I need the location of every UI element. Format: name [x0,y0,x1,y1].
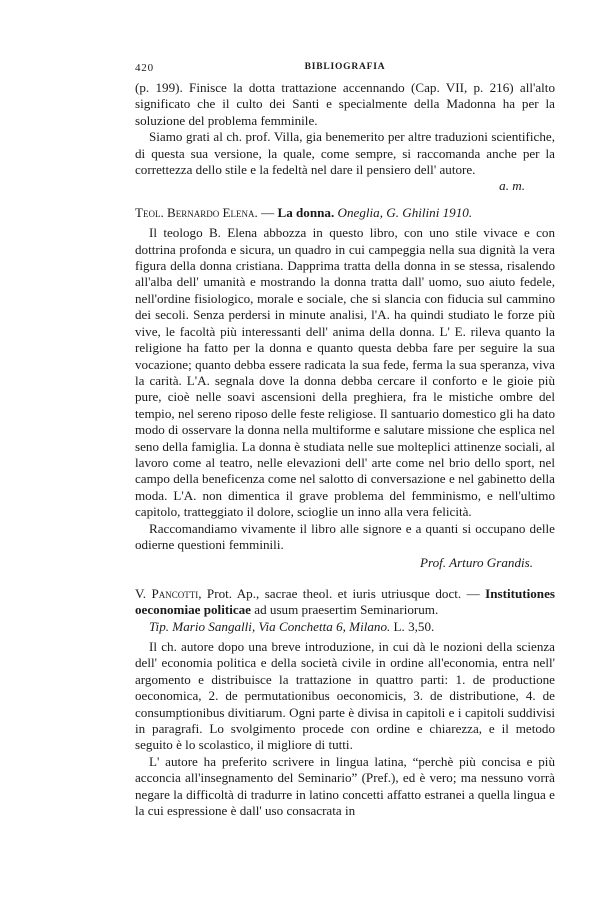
imprint-line [135,619,555,635]
bibliographic-heading [135,586,555,619]
continuation-paragraph: (p. 199). Finisce la dotta trattazione accennando (Cap. VII, p. 216) all'alto significato che il culto dei Santi e specialmente della Madonna ha per la soluzione del problema femminile. [135,80,555,128]
review-entry-elena [135,205,555,572]
continuation-paragraph: Siamo grati al ch. prof. Villa, gia benemerito per altre traduzioni scientifiche, di questa sua versione, la quale, come sempre, si raccomanda anche per la correttezza dello stile e la fedeltà nel dare il pensiero dell' autore. [135,129,555,178]
reviewer-signature: a. m. [499,178,525,194]
page-body [135,80,555,819]
bibliographic-heading [135,205,555,221]
book-price: L. 3,50. [390,618,435,634]
heading-dash: — [257,204,278,220]
book-author: Teol. Bernardo Elena. [135,204,258,220]
book-author: V. Pancotti, [135,585,202,601]
review-paragraph: L' autore ha preferito scrivere in lingua latina, “perchè più concisa e più acconcia all'insegnamento del Seminario” (Pref.), ed è vero; ma nessuno vorrà negare la difficoltà di tradurre in latino concetti affatto estranei a quella lingua e la cui espressione è dall' uso consacrata in [135,753,555,819]
review-paragraph: Il teologo B. Elena abbozza in questo libro, con uno stile vivace e con dottrina profonda e sicura, un quadro in cui campeggia nella sua dignità la vera figura della donna cristiana. Dapprima tratta della donna in se stessa, risalendo all'alba dell' umanità e mostrando la donna tratta dall' uomo, suo aiuto fedele, nell'ordine fisiologico, morale e sociale, che si slancia con fiducia sul cammino dei secoli. Senza perdersi in minute analisi, l'A. ha quindi studiato le forze più vive, le facoltà più interessanti dell' anima della donna. L' E. rileva quanto la religione ha fatto per la donna e quanto questa debba fare per seguire la sua vocazione; quanto debba essere radicata la sua fede, ferma la sua speranza, viva la carità. L'A. segnala dove la donna debba cercare il conforto e le gioie più pure, cioè nelle soavi ascensioni della preghiera, fra le mistiche ombre del tempio, nel sereno riposo delle feste religiose. Il santuario domestico gli ha dato modo di osservare la donna nella multiforme e salutare missione che esplica nel seno della famiglia. La donna è studiata nelle sue molteplici attinenze sociali, al lavoro come al teatro, nelle elevazioni dell' arte come nel brio dello sport, nel campo della beneficenza come nel salotto di conversazione e nel gabinetto della moda. L'A. non dimentica il grave problema del femminismo, e nell'ultimo capitolo, tratteggiato il dolore, scioglie un inno alla vera felicità. [135,225,555,520]
reviewer-signature: Prof. Arturo Grandis. [419,555,533,571]
book-imprint: Oneglia, G. Ghilini 1910. [334,204,473,220]
page-number: 420 [135,62,154,74]
review-paragraph: Il ch. autore dopo una breve introduzione, in cui dà le nozioni della scienza dell' economia politica e della società civile in ordine all'economia, entra nell' argomento e distribuisce la trattazione in quattro parti: 1. de productione oeconomica, 2. de permutationibus oeconomicis, 3. de distributione, 4. de consumptionibus divitiarum. Ogni parte è divisa in capitoli e i capitoli suddivisi in paragrafi. Lo svolgimento procede con ordine e chiarezza, e il metodo seguito è lo scolastico, il migliore di tutti. [135,639,555,753]
book-title-rest: ad usum praesertim Seminariorum. [251,602,439,618]
author-credentials: Prot. Ap., sacrae theol. et iuris utriusque doct. — [201,585,486,601]
running-title: BIBLIOGRAFIA [304,62,386,72]
page-header [135,62,555,72]
book-title: Institutiones oeconomiae politicae [135,585,555,618]
book-imprint: Tip. Mario Sangalli, Via Conchetta 6, Milano. [149,618,391,634]
review-paragraph: Raccomandiamo vivamente il libro alle signore e a quanti si occupano delle odierne questioni femminili. [135,520,555,552]
review-entry-pancotti [135,586,555,820]
book-title: La donna. [277,204,335,220]
